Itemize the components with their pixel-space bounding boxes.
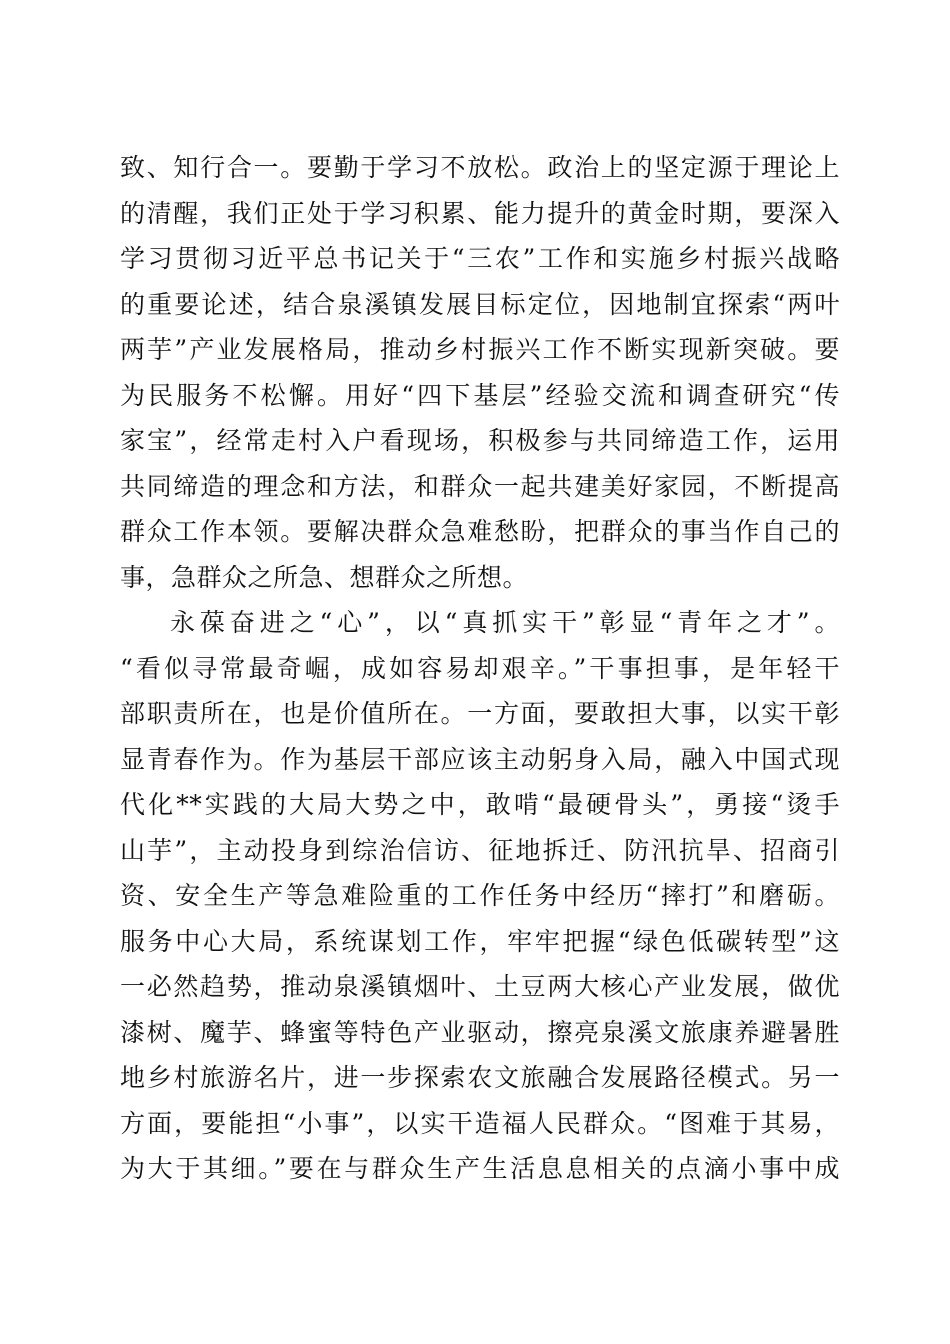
text-line: 漆树、魔芋、蜂蜜等特色产业驱动，擦亮泉溪文旅康养避暑胜: [120, 1017, 840, 1047]
text-line: 的重要论述，结合泉溪镇发展目标定位，因地制宜探索“两叶: [120, 289, 840, 319]
text-line: 两芋”产业发展格局，推动乡村振兴工作不断实现新突破。要: [120, 335, 840, 364]
text-line: 部职责所在，也是价值所在。一方面，要敢担大事，以实干彰: [120, 699, 840, 728]
body-text: [120, 145, 840, 1192]
text-line: 方面，要能担“小事”，以实干造福人民群众。“图难于其易，: [120, 1108, 840, 1138]
text-line: 为民服务不松懈。用好“四下基层”经验交流和调查研究“传: [120, 380, 840, 410]
text-line: 为大于其细。”要在与群众生产生活息息相关的点滴小事中成: [120, 1154, 840, 1183]
paragraph-heading-line: 永葆奋进之“心”，以“真抓实干”彰显“青年之才”。: [170, 608, 840, 637]
text-line: 显青春作为。作为基层干部应该主动躬身入局，融入中国式现: [120, 744, 840, 774]
text-line: 一必然趋势，推动泉溪镇烟叶、土豆两大核心产业发展，做优: [120, 972, 840, 1001]
text-line: 学习贯彻习近平总书记关于“三农”工作和实施乡村振兴战略: [120, 244, 840, 273]
text-line: 家宝”，经常走村入户看现场，积极参与共同缔造工作，运用: [120, 426, 840, 455]
text-line: 服务中心大局，系统谋划工作，牢牢把握“绿色低碳转型”这: [120, 926, 840, 956]
text-line: 共同缔造的理念和方法，和群众一起共建美好家园，不断提高: [120, 471, 840, 501]
text-line: 资、安全生产等急难险重的工作任务中经历“摔打”和磨砺。: [120, 881, 840, 910]
text-line: 地乡村旅游名片，进一步探索农文旅融合发展路径模式。另一: [120, 1063, 840, 1092]
text-line: 致、知行合一。要勤于学习不放松。政治上的坚定源于理论上: [120, 153, 840, 182]
text-line: 代化**实践的大局大势之中，敢啃“最硬骨头”，勇接“烫手: [120, 790, 840, 819]
text-line: 事，急群众之所急、想群众之所想。: [120, 562, 529, 592]
text-line: 的清醒，我们正处于学习积累、能力提升的黄金时期，要深入: [120, 198, 840, 228]
text-line: 群众工作本领。要解决群众急难愁盼，把群众的事当作自己的: [120, 517, 840, 546]
text-line: “看似寻常最奇崛，成如容易却艰辛。”干事担事，是年轻干: [120, 653, 840, 683]
text-line: 山芋”，主动投身到综治信访、征地拆迁、防汛抗旱、招商引: [120, 835, 840, 865]
